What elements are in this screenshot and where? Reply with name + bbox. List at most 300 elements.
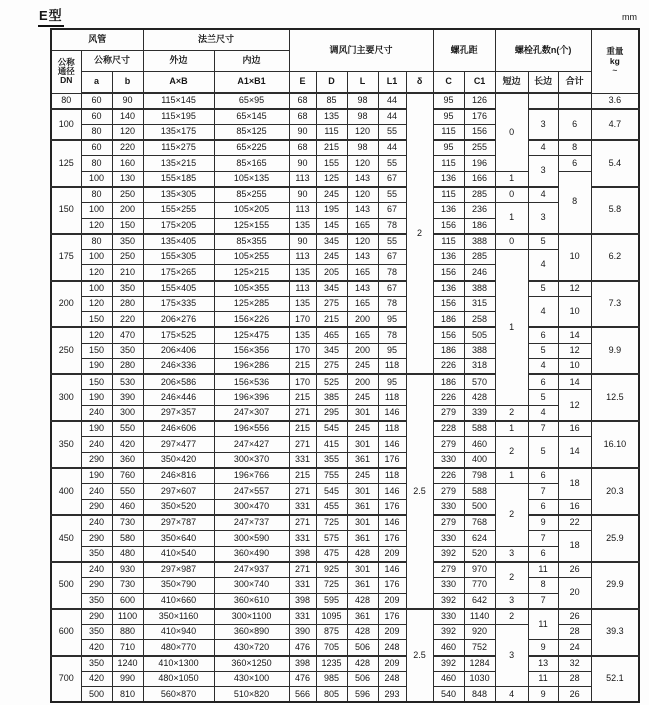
- cell-l1: 118: [378, 390, 406, 406]
- cell-a: 290: [81, 452, 112, 468]
- cell-a: 100: [81, 171, 112, 187]
- cell-axb: 560×870: [143, 687, 214, 703]
- cell-a: 80: [81, 124, 112, 140]
- cell-total: 10: [558, 359, 591, 375]
- cell-c: 226: [433, 390, 464, 406]
- cell-c: 279: [433, 406, 464, 422]
- table-row: [51, 359, 639, 375]
- cell-e: 90: [289, 234, 316, 250]
- header-bolt-pitch: 螺孔距: [433, 29, 495, 72]
- table-row: [51, 281, 639, 297]
- cell-l1: 248: [378, 671, 406, 687]
- cell-l1: 146: [378, 437, 406, 453]
- table-row: [51, 327, 639, 343]
- cell-d: 135: [316, 109, 347, 125]
- cell-b: 140: [112, 109, 143, 125]
- cell-c1: 768: [464, 515, 495, 531]
- cell-weight: 12.5: [591, 374, 639, 421]
- cell-c1: 318: [464, 359, 495, 375]
- cell-a1xb1: 430×720: [214, 640, 289, 656]
- cell-e: 331: [289, 609, 316, 625]
- cell-d: 115: [316, 124, 347, 140]
- header-dn: [51, 51, 81, 94]
- spec-table: [50, 28, 640, 703]
- cell-short: 1: [495, 171, 528, 187]
- cell-c1: 1284: [464, 656, 495, 672]
- cell-b: 350: [112, 281, 143, 297]
- cell-weight: 4.7: [591, 109, 639, 140]
- cell-d: 345: [316, 234, 347, 250]
- cell-total: 8: [558, 171, 591, 234]
- cell-l: 506: [347, 671, 378, 687]
- cell-l1: 44: [378, 140, 406, 156]
- cell-l1: 176: [378, 531, 406, 547]
- cell-c: 95: [433, 109, 464, 125]
- header-flange: 法兰尺寸: [143, 29, 289, 51]
- cell-total: 12: [558, 390, 591, 421]
- cell-c: 156: [433, 265, 464, 281]
- cell-axb: 155×255: [143, 202, 214, 218]
- cell-delta: 2.5: [406, 609, 433, 703]
- cell-a: 150: [81, 343, 112, 359]
- cell-l1: 176: [378, 609, 406, 625]
- cell-dn: 700: [51, 656, 81, 703]
- table-row: [51, 156, 639, 172]
- cell-d: 145: [316, 218, 347, 234]
- cell-b: 360: [112, 452, 143, 468]
- table-row: [51, 468, 639, 484]
- cell-c: 186: [433, 312, 464, 328]
- cell-c1: 1030: [464, 671, 495, 687]
- cell-a: 240: [81, 562, 112, 578]
- cell-l: 165: [347, 218, 378, 234]
- header-axb: A×B: [143, 72, 214, 94]
- cell-b: 280: [112, 359, 143, 375]
- cell-total: 18: [558, 468, 591, 499]
- cell-axb: 297×987: [143, 562, 214, 578]
- cell-weight: 5.4: [591, 140, 639, 187]
- cell-l1: 176: [378, 499, 406, 515]
- cell-b: 90: [112, 93, 143, 109]
- cell-l1: 55: [378, 124, 406, 140]
- cell-l: 120: [347, 156, 378, 172]
- cell-b: 990: [112, 671, 143, 687]
- cell-short: 3: [495, 546, 528, 562]
- cell-c: 279: [433, 515, 464, 531]
- cell-c: 136: [433, 171, 464, 187]
- cell-c: 392: [433, 624, 464, 640]
- cell-l: 245: [347, 468, 378, 484]
- cell-l1: 118: [378, 421, 406, 437]
- cell-weight: 5.8: [591, 187, 639, 234]
- cell-a1xb1: 300×370: [214, 452, 289, 468]
- cell-l: 200: [347, 374, 378, 390]
- cell-c: 115: [433, 234, 464, 250]
- cell-l: 245: [347, 359, 378, 375]
- cell-l: 120: [347, 124, 378, 140]
- spec-table-body: [51, 93, 639, 702]
- cell-c1: 505: [464, 327, 495, 343]
- cell-e: 215: [289, 390, 316, 406]
- header-duct: 风管: [51, 29, 143, 51]
- cell-c: 136: [433, 281, 464, 297]
- table-row: [51, 499, 639, 515]
- cell-e: 68: [289, 109, 316, 125]
- cell-c: 156: [433, 296, 464, 312]
- cell-e: 90: [289, 187, 316, 203]
- cell-axb: 350×420: [143, 452, 214, 468]
- cell-c: 156: [433, 327, 464, 343]
- cell-c1: 770: [464, 577, 495, 593]
- cell-axb: 206×586: [143, 374, 214, 390]
- cell-a: 60: [81, 93, 112, 109]
- cell-e: 135: [289, 218, 316, 234]
- cell-long: 4: [528, 296, 558, 327]
- cell-long: 8: [528, 577, 558, 593]
- cell-c1: 520: [464, 546, 495, 562]
- header-delta: δ: [406, 72, 433, 94]
- cell-l1: 78: [378, 327, 406, 343]
- cell-e: 135: [289, 265, 316, 281]
- cell-b: 250: [112, 187, 143, 203]
- cell-d: 575: [316, 531, 347, 547]
- cell-dn: 500: [51, 562, 81, 609]
- cell-b: 220: [112, 140, 143, 156]
- cell-c1: 1140: [464, 609, 495, 625]
- header-nominal-size: 公称尺寸: [81, 51, 143, 72]
- cell-l1: 248: [378, 640, 406, 656]
- cell-a1xb1: 156×536: [214, 374, 289, 390]
- table-row: [51, 656, 639, 672]
- cell-d: 215: [316, 312, 347, 328]
- cell-e: 170: [289, 343, 316, 359]
- cell-total: 22: [558, 515, 591, 531]
- cell-long: 7: [528, 593, 558, 609]
- cell-c1: 588: [464, 421, 495, 437]
- cell-b: 1240: [112, 656, 143, 672]
- header-dn-line1: 公称: [57, 56, 75, 67]
- cell-weight: 6.2: [591, 234, 639, 281]
- cell-l: 361: [347, 452, 378, 468]
- cell-l: 301: [347, 515, 378, 531]
- cell-axb: 115×145: [143, 93, 214, 109]
- cell-l1: 55: [378, 187, 406, 203]
- table-row: [51, 687, 639, 703]
- table-row: [51, 140, 639, 156]
- cell-l1: 67: [378, 281, 406, 297]
- cell-a: 350: [81, 593, 112, 609]
- cell-c1: 255: [464, 140, 495, 156]
- cell-l: 98: [347, 109, 378, 125]
- cell-d: 345: [316, 343, 347, 359]
- cell-l1: 209: [378, 656, 406, 672]
- header-short-side: 短边: [495, 72, 528, 94]
- cell-long: 4: [528, 140, 558, 156]
- header-c1: C1: [464, 72, 495, 94]
- cell-long: 6: [528, 468, 558, 484]
- cell-short: 4: [495, 687, 528, 703]
- cell-c1: 166: [464, 171, 495, 187]
- cell-axb: 297×357: [143, 406, 214, 422]
- cell-a: 290: [81, 499, 112, 515]
- header-l1: L1: [378, 72, 406, 94]
- cell-a: 190: [81, 468, 112, 484]
- cell-d: 345: [316, 281, 347, 297]
- cell-d: 595: [316, 593, 347, 609]
- cell-total: 6: [558, 109, 591, 140]
- cell-long: 11: [528, 609, 558, 640]
- cell-a1xb1: 196×396: [214, 390, 289, 406]
- cell-a1xb1: 430×100: [214, 671, 289, 687]
- cell-l: 245: [347, 421, 378, 437]
- cell-d: 155: [316, 156, 347, 172]
- cell-short: 3: [495, 624, 528, 687]
- cell-c1: 236: [464, 202, 495, 218]
- cell-e: 331: [289, 499, 316, 515]
- cell-b: 480: [112, 546, 143, 562]
- cell-c1: 176: [464, 109, 495, 125]
- cell-l1: 95: [378, 312, 406, 328]
- cell-c: 279: [433, 562, 464, 578]
- cell-l1: 95: [378, 374, 406, 390]
- cell-c: 136: [433, 249, 464, 265]
- cell-a1xb1: 360×890: [214, 624, 289, 640]
- cell-c1: 798: [464, 468, 495, 484]
- cell-l1: 293: [378, 687, 406, 703]
- cell-a1xb1: 196×766: [214, 468, 289, 484]
- cell-l: 301: [347, 437, 378, 453]
- cell-e: 398: [289, 593, 316, 609]
- cell-d: 455: [316, 499, 347, 515]
- cell-total: 28: [558, 671, 591, 687]
- table-row: [51, 374, 639, 390]
- cell-total: 28: [558, 624, 591, 640]
- cell-d: 245: [316, 249, 347, 265]
- cell-axb: 410×540: [143, 546, 214, 562]
- cell-total: 10: [558, 296, 591, 327]
- cell-long: 6: [528, 374, 558, 390]
- cell-l1: 209: [378, 624, 406, 640]
- cell-a: 120: [81, 296, 112, 312]
- cell-axb: 175×265: [143, 265, 214, 281]
- cell-b: 130: [112, 171, 143, 187]
- cell-c1: 588: [464, 484, 495, 500]
- table-row: [51, 640, 639, 656]
- cell-e: 90: [289, 124, 316, 140]
- cell-axb: 115×275: [143, 140, 214, 156]
- cell-e: 170: [289, 374, 316, 390]
- cell-l: 361: [347, 499, 378, 515]
- cell-l: 596: [347, 687, 378, 703]
- cell-axb: 350×790: [143, 577, 214, 593]
- cell-l1: 67: [378, 171, 406, 187]
- cell-d: 725: [316, 515, 347, 531]
- cell-weight: 52.1: [591, 656, 639, 703]
- cell-c1: 752: [464, 640, 495, 656]
- unit-label: mm: [622, 12, 637, 22]
- cell-dn: 450: [51, 515, 81, 562]
- cell-b: 350: [112, 234, 143, 250]
- cell-b: 530: [112, 374, 143, 390]
- cell-a1xb1: 300×590: [214, 531, 289, 547]
- header-e: E: [289, 72, 316, 94]
- cell-a: 80: [81, 156, 112, 172]
- cell-long: [528, 93, 558, 109]
- cell-total: 26: [558, 687, 591, 703]
- cell-axb: 480×1050: [143, 671, 214, 687]
- cell-weight: 7.3: [591, 281, 639, 328]
- cell-weight: 9.9: [591, 327, 639, 374]
- cell-a: 120: [81, 218, 112, 234]
- cell-l: 301: [347, 484, 378, 500]
- cell-long: 13: [528, 656, 558, 672]
- cell-l1: 146: [378, 484, 406, 500]
- cell-e: 398: [289, 546, 316, 562]
- cell-e: 215: [289, 421, 316, 437]
- cell-a: 350: [81, 624, 112, 640]
- header-dn-line2: 通径: [57, 66, 75, 77]
- cell-e: 135: [289, 327, 316, 343]
- cell-a: 240: [81, 484, 112, 500]
- cell-c: 330: [433, 609, 464, 625]
- cell-axb: 297×477: [143, 437, 214, 453]
- cell-c1: 196: [464, 156, 495, 172]
- cell-axb: 206×276: [143, 312, 214, 328]
- cell-c1: 315: [464, 296, 495, 312]
- cell-c: 136: [433, 202, 464, 218]
- cell-dn: 200: [51, 281, 81, 328]
- cell-d: 275: [316, 296, 347, 312]
- cell-b: 930: [112, 562, 143, 578]
- cell-c: 330: [433, 499, 464, 515]
- cell-e: 271: [289, 484, 316, 500]
- cell-d: 125: [316, 171, 347, 187]
- cell-a: 150: [81, 374, 112, 390]
- cell-l: 143: [347, 171, 378, 187]
- cell-short: 2: [495, 609, 528, 625]
- cell-l1: 176: [378, 577, 406, 593]
- cell-a: 190: [81, 390, 112, 406]
- cell-dn: 125: [51, 140, 81, 187]
- cell-dn: 150: [51, 187, 81, 234]
- cell-a1xb1: 85×125: [214, 124, 289, 140]
- table-row: [51, 234, 639, 250]
- cell-a1xb1: 125×285: [214, 296, 289, 312]
- cell-a: 290: [81, 531, 112, 547]
- cell-a1xb1: 360×1250: [214, 656, 289, 672]
- cell-e: 271: [289, 562, 316, 578]
- cell-d: 195: [316, 202, 347, 218]
- cell-b: 810: [112, 687, 143, 703]
- cell-l: 506: [347, 640, 378, 656]
- cell-dn: 175: [51, 234, 81, 281]
- cell-short: 2: [495, 484, 528, 547]
- cell-long: 9: [528, 515, 558, 531]
- cell-l: 301: [347, 406, 378, 422]
- cell-c: 330: [433, 531, 464, 547]
- cell-axb: 410×660: [143, 593, 214, 609]
- cell-a: 60: [81, 140, 112, 156]
- cell-d: 295: [316, 406, 347, 422]
- cell-a: 500: [81, 687, 112, 703]
- cell-e: 271: [289, 406, 316, 422]
- cell-a: 120: [81, 265, 112, 281]
- header-l: L: [347, 72, 378, 94]
- cell-weight: 3.6: [591, 93, 639, 109]
- cell-axb: 246×816: [143, 468, 214, 484]
- cell-axb: 410×940: [143, 624, 214, 640]
- cell-e: 476: [289, 671, 316, 687]
- cell-e: 331: [289, 452, 316, 468]
- cell-c1: 285: [464, 187, 495, 203]
- table-row: [51, 390, 639, 406]
- cell-d: 545: [316, 421, 347, 437]
- cell-long: 5: [528, 437, 558, 468]
- cell-l: 120: [347, 187, 378, 203]
- cell-e: 476: [289, 640, 316, 656]
- cell-l1: 118: [378, 359, 406, 375]
- cell-c: 279: [433, 484, 464, 500]
- cell-l1: 55: [378, 234, 406, 250]
- cell-e: 390: [289, 624, 316, 640]
- cell-d: 805: [316, 687, 347, 703]
- cell-l: 120: [347, 234, 378, 250]
- cell-dn: 100: [51, 109, 81, 140]
- cell-c: 460: [433, 640, 464, 656]
- cell-a: 60: [81, 109, 112, 125]
- cell-c: 540: [433, 687, 464, 703]
- cell-dn: 80: [51, 93, 81, 109]
- cell-axb: 246×606: [143, 421, 214, 437]
- cell-long: 4: [528, 187, 558, 203]
- cell-a: 290: [81, 609, 112, 625]
- cell-a1xb1: 65×95: [214, 93, 289, 109]
- table-row: [51, 93, 639, 109]
- cell-total: 24: [558, 640, 591, 656]
- cell-axb: 246×446: [143, 390, 214, 406]
- header-total: 合计: [558, 72, 591, 94]
- cell-axb: 175×525: [143, 327, 214, 343]
- cell-l1: 78: [378, 265, 406, 281]
- cell-weight: 29.9: [591, 562, 639, 609]
- cell-e: 215: [289, 359, 316, 375]
- cell-c1: 428: [464, 390, 495, 406]
- cell-dn: 250: [51, 327, 81, 374]
- cell-l1: 78: [378, 218, 406, 234]
- cell-l: 361: [347, 577, 378, 593]
- cell-long: 5: [528, 234, 558, 250]
- cell-long: 5: [528, 390, 558, 406]
- cell-e: 331: [289, 531, 316, 547]
- header-dn-line3: DN: [60, 75, 73, 86]
- cell-l: 98: [347, 93, 378, 109]
- header-outer-edge: 外边: [143, 51, 214, 72]
- cell-a1xb1: 156×226: [214, 312, 289, 328]
- header-weight-label: 重量: [606, 46, 624, 57]
- cell-l: 98: [347, 140, 378, 156]
- cell-b: 120: [112, 124, 143, 140]
- cell-c: 186: [433, 343, 464, 359]
- cell-long: 3: [528, 202, 558, 233]
- cell-axb: 350×1160: [143, 609, 214, 625]
- cell-d: 475: [316, 546, 347, 562]
- cell-l1: 146: [378, 515, 406, 531]
- cell-total: [558, 93, 591, 109]
- cell-l: 143: [347, 249, 378, 265]
- cell-d: 85: [316, 93, 347, 109]
- header-d: D: [316, 72, 347, 94]
- cell-a1xb1: 125×475: [214, 327, 289, 343]
